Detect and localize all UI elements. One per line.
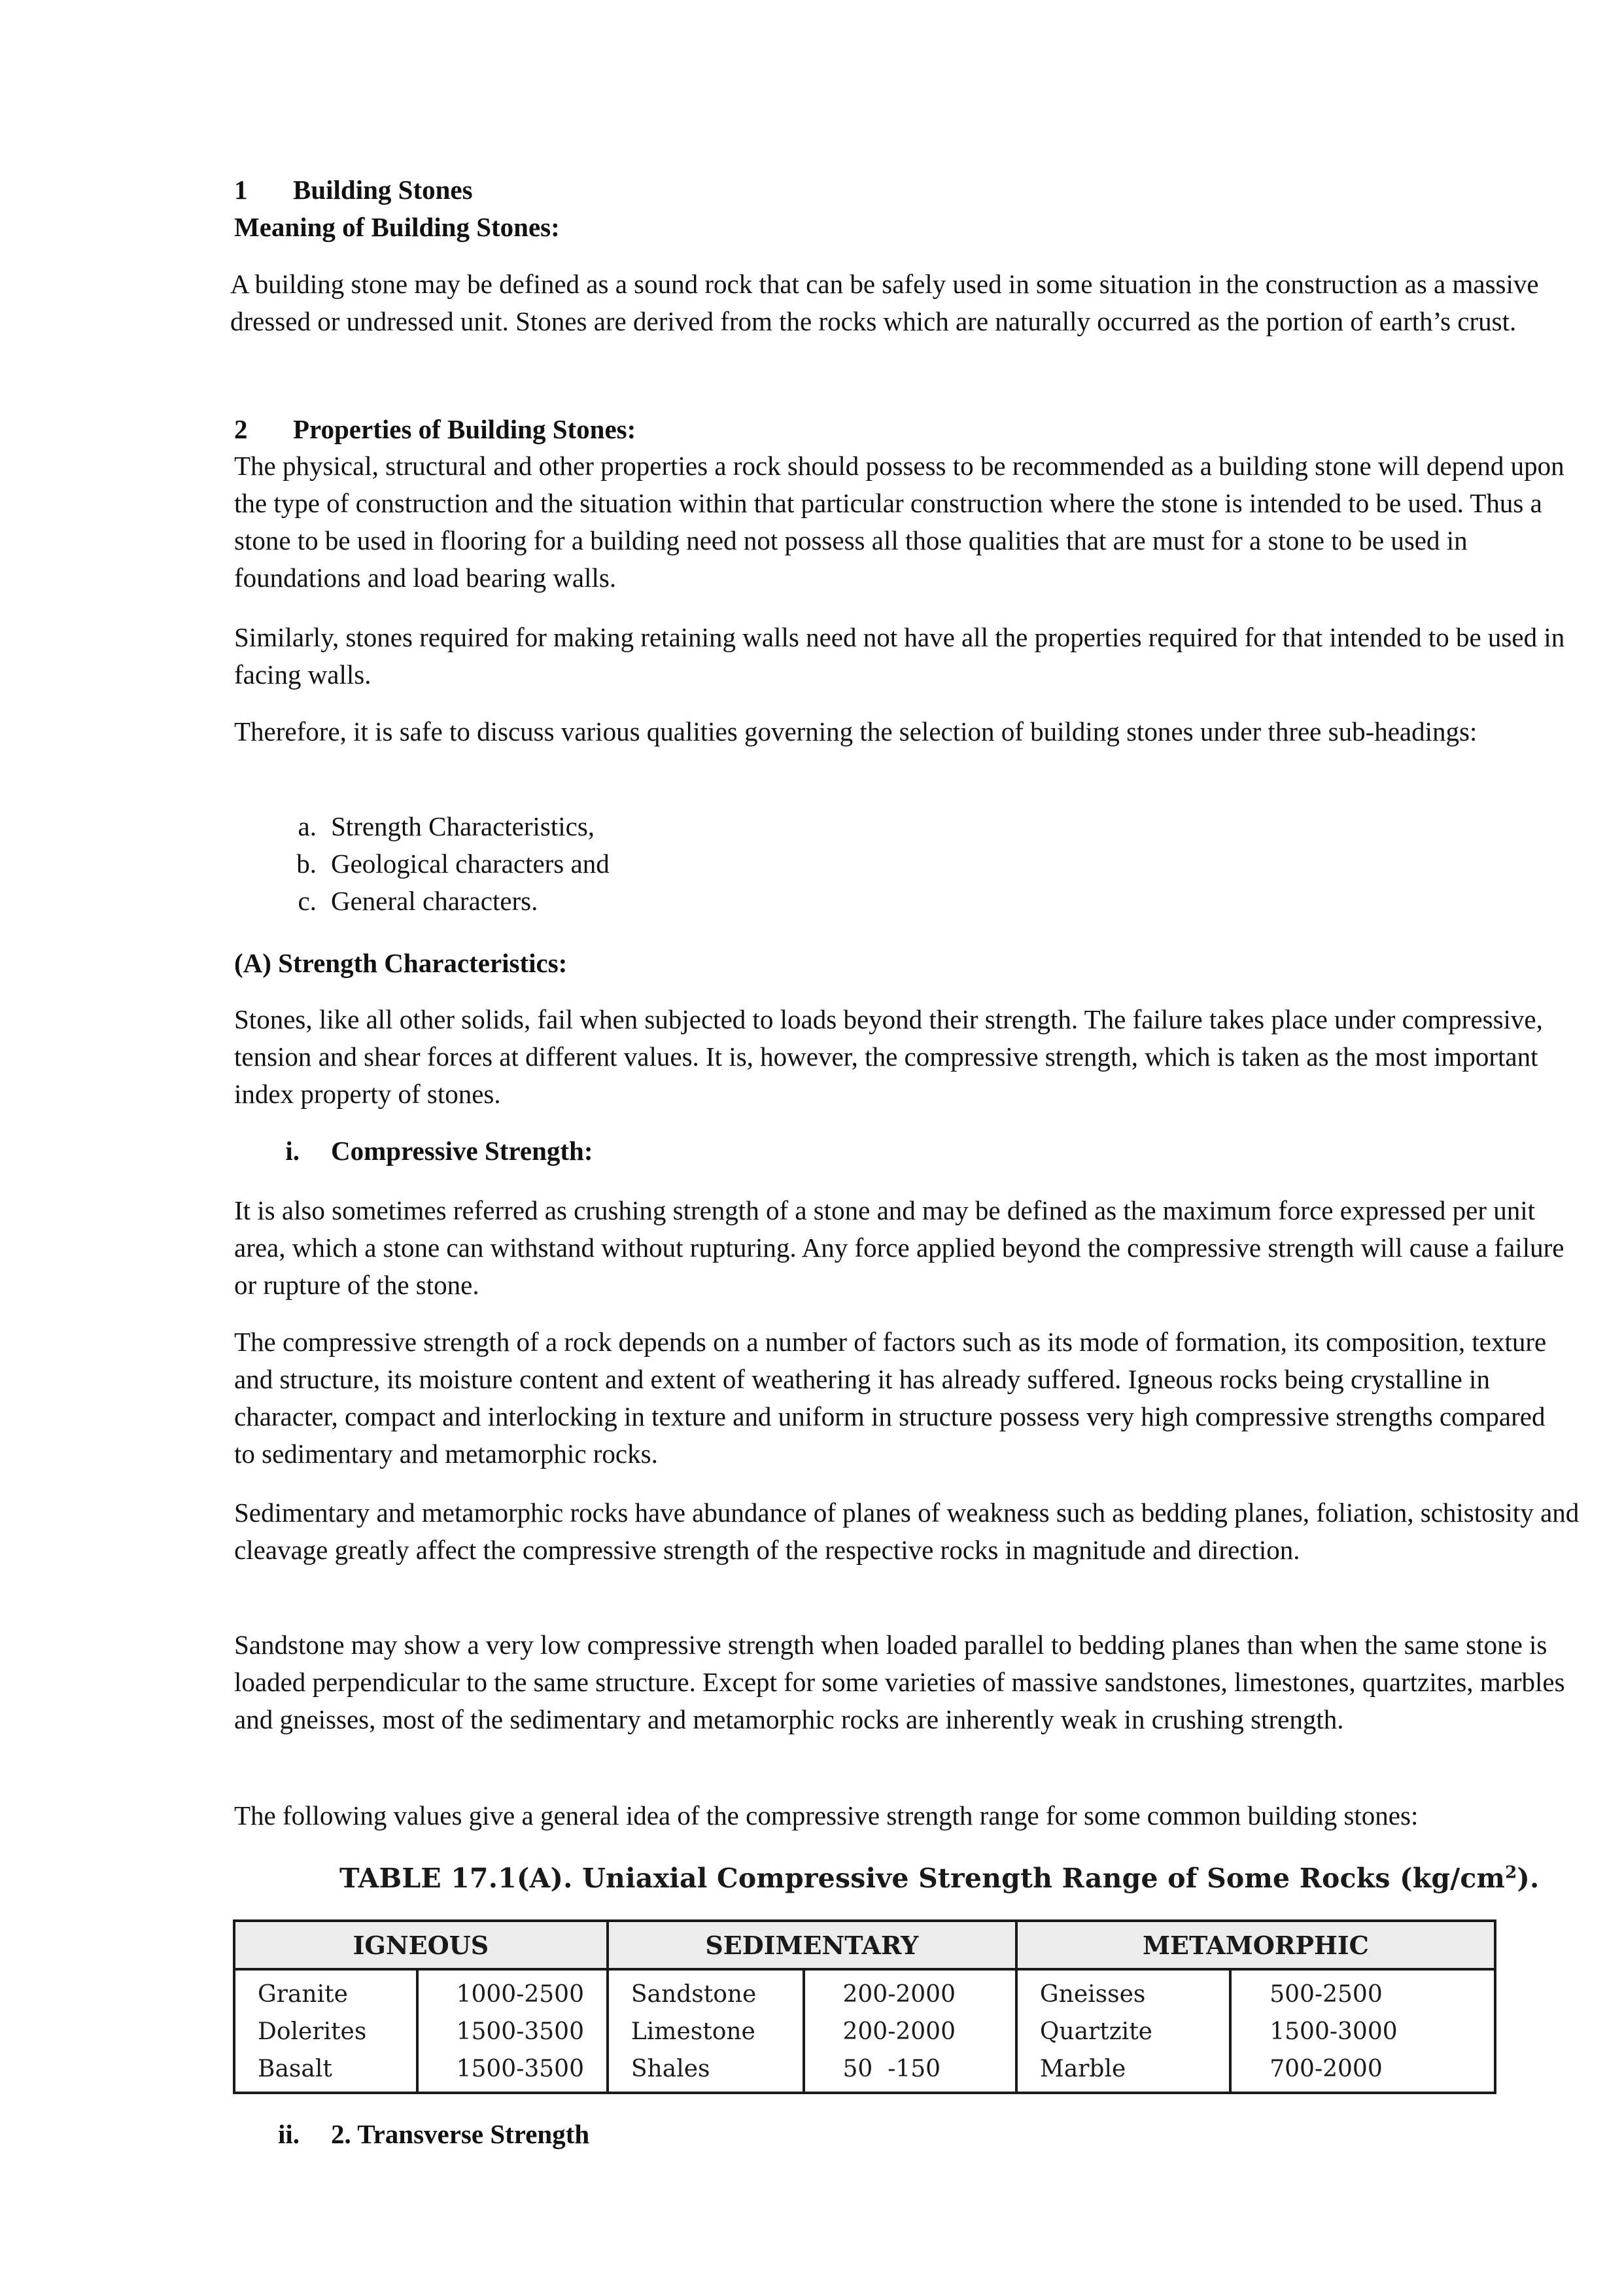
subsection-marker: ii.	[277, 2119, 300, 2149]
list-marker: b.	[296, 849, 317, 879]
table-cell: 50 -150	[804, 2050, 1016, 2093]
table-cell: Granite	[234, 1969, 417, 2013]
subsection-marker: i.	[285, 1136, 300, 1166]
subheadings-list	[280, 808, 610, 920]
section-title: Properties of Building Stones:	[293, 414, 636, 444]
table-cell: Basalt	[234, 2050, 417, 2093]
table-cell: Marble	[1016, 2050, 1230, 2093]
compressive-strength-table	[233, 1919, 1496, 2094]
paragraph-compressive-3: Sedimentary and metamorphic rocks have abundance of planes of weakness such as bedding planes, foliation, schistosity and cleavage greatly affect the compressive strength of the respective rocks in magnitude and direction.	[234, 1498, 1580, 1565]
table-cell: Dolerites	[234, 2013, 417, 2050]
section-title: Building Stones	[293, 175, 473, 205]
table-row	[234, 1969, 1495, 2013]
table-cell: Gneisses	[1016, 1969, 1230, 2013]
list-text: Geological characters and	[331, 849, 610, 879]
table-cell: 700-2000	[1230, 2050, 1495, 2093]
table-cell: Limestone	[608, 2013, 804, 2050]
table-header-row	[234, 1921, 1495, 1969]
list-item	[280, 845, 610, 883]
table-cell: 1000-2500	[417, 1969, 608, 2013]
paragraph-compressive-1: It is also sometimes referred as crushing strength of a stone and may be defined as the maximum force expressed per unit area, which a stone can withstand without rupturing. Any force applied beyond the compressive strength will cause a failure or rupture of the stone.	[234, 1195, 1564, 1300]
table-cell: 1500-3500	[417, 2050, 608, 2093]
section-1-heading	[234, 171, 473, 209]
group-header-metamorphic: METAMORPHIC	[1016, 1921, 1495, 1969]
paragraph-properties-3: Therefore, it is safe to discuss various qualities governing the selection of building stones under three sub-headings:	[234, 716, 1477, 746]
table-row	[234, 2013, 1495, 2050]
group-header-sedimentary: SEDIMENTARY	[608, 1921, 1016, 1969]
paragraph-compressive-2: The compressive strength of a rock depends on a number of factors such as its mode of formation, its composition, texture and structure, its moisture content and extent of weathering it has already suffered. Igneous rocks being crystalline in character, compact and interlocking in texture and uniform in structure possess very high compressive strengths compared to sedimentary and metamorphic rocks.	[234, 1327, 1547, 1469]
paragraph-strength: Stones, like all other solids, fail when subjected to loads beyond their strength. The failure takes place under compressive, tension and shear forces at different values. It is, however, the compressive strength, which is taken as the most important index property of stones.	[234, 1004, 1543, 1109]
table-cell: 200-2000	[804, 1969, 1016, 2013]
table-caption-end: ).	[1517, 1863, 1540, 1894]
subsection-i-heading	[234, 1132, 593, 1170]
table-cell: Quartzite	[1016, 2013, 1230, 2050]
subsection-ii-heading	[234, 2116, 589, 2153]
table-caption-superscript: 2	[1505, 1863, 1517, 1883]
paragraph-meaning: A building stone may be defined as a sound rock that can be safely used in some situation in the construction as a massive dressed or undressed unit. Stones are derived from the rocks which are naturally occurred as the portion of earth’s crust.	[230, 269, 1539, 336]
table-cell: 200-2000	[804, 2013, 1016, 2050]
table-caption	[339, 1859, 1540, 1898]
paragraph-compressive-5: The following values give a general idea of the compressive strength range for some common building stones:	[234, 1800, 1419, 1831]
list-marker: a.	[298, 811, 317, 841]
table-cell: 500-2500	[1230, 1969, 1495, 2013]
list-item	[280, 808, 610, 845]
list-marker: c.	[298, 886, 317, 916]
table-cell: Sandstone	[608, 1969, 804, 2013]
section-number: 1	[234, 175, 248, 205]
section-2-heading	[234, 411, 636, 448]
paragraph-compressive-4: Sandstone may show a very low compressive strength when loaded parallel to bedding planes than when the same stone is loaded perpendicular to the same structure. Except for some varieties of massive sandstones, limestones, quartzites, marbles and gneisses, most of the sedimentary and metamorphic rocks are inherently weak in crushing strength.	[234, 1630, 1565, 1734]
subheading-meaning: Meaning of Building Stones:	[234, 212, 560, 242]
list-text: Strength Characteristics,	[331, 811, 595, 841]
section-number: 2	[234, 414, 248, 444]
subsection-title: 2. Transverse Strength	[331, 2119, 590, 2149]
table-caption-text: TABLE 17.1(A). Uniaxial Compressive Strength Range of Some Rocks (kg/cm	[339, 1863, 1506, 1894]
subsection-title: Compressive Strength:	[331, 1136, 593, 1166]
table-cell: 1500-3000	[1230, 2013, 1495, 2050]
table-cell: 1500-3500	[417, 2013, 608, 2050]
group-header-igneous: IGNEOUS	[234, 1921, 608, 1969]
paragraph-properties-2: Similarly, stones required for making retaining walls need not have all the properties required for that intended to be used in facing walls.	[234, 622, 1565, 690]
list-item	[280, 883, 610, 920]
paragraph-properties-1: The physical, structural and other properties a rock should possess to be recommended as a building stone will depend upon the type of construction and the situation within that particular construction where the stone is intended to be used. Thus a stone to be used in flooring for a building need not possess all those qualities that are must for a stone to be used in foundations and load bearing walls.	[234, 451, 1564, 593]
list-text: General characters.	[331, 886, 538, 916]
heading-strength-characteristics: (A) Strength Characteristics:	[234, 948, 568, 978]
table-row	[234, 2050, 1495, 2093]
table-cell: Shales	[608, 2050, 804, 2093]
